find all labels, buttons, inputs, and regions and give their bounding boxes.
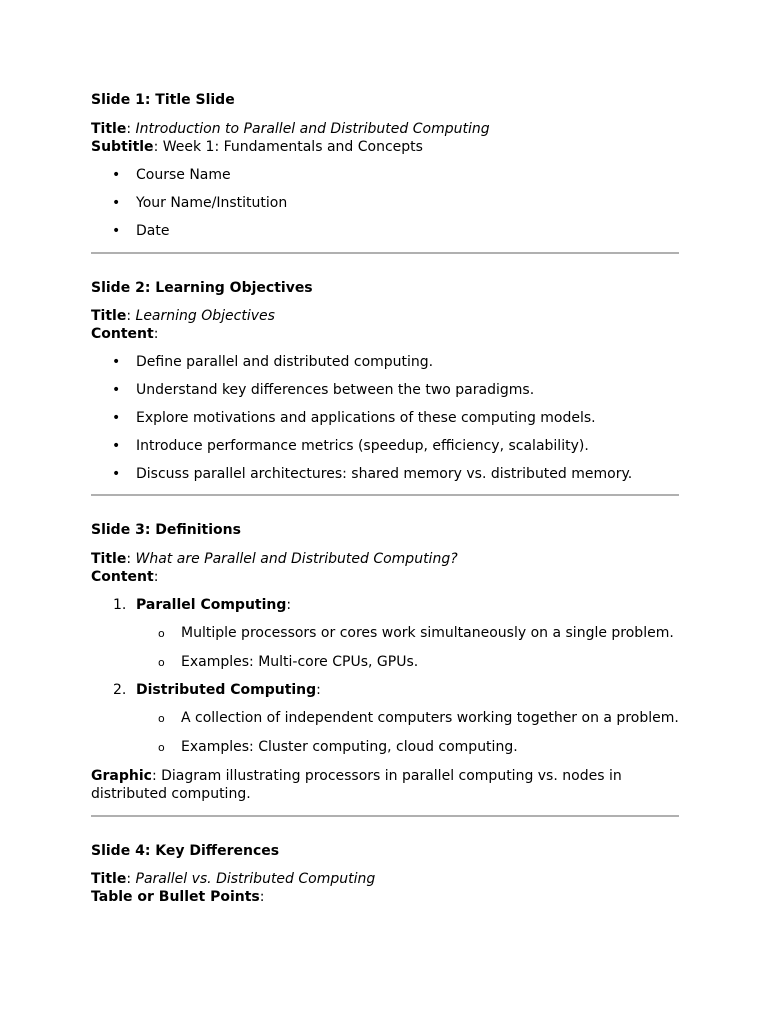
list-item (91, 596, 679, 671)
sub-list-item: o Examples: Multi-core CPUs, GPUs. (136, 653, 679, 671)
title-label: Title (91, 871, 127, 887)
list-item: • Date (91, 222, 679, 240)
slide-2-heading: Slide 2: Learning Objectives (91, 280, 313, 296)
slide-1-title: Title: Introduction to Parallel and Distributed Computing (91, 121, 490, 137)
slide-2-content-label: Content: (91, 326, 159, 342)
slide-2-title: Title: Learning Objectives (91, 308, 275, 324)
list-item: • Understand key differences between the two paradigms. (91, 381, 679, 399)
sub-list-item: o Examples: Cluster computing, cloud computing. (136, 738, 679, 756)
sub-list (136, 624, 679, 671)
slide-1-bullet-list (91, 166, 679, 240)
table-label: Table or Bullet Points (91, 889, 260, 905)
slide-3-graphic-note: Graphic: Diagram illustrating processors in parallel computing vs. nodes in distributed computing. (91, 768, 622, 802)
subtitle-value: Week 1: Fundamentals and Concepts (162, 139, 423, 155)
slide-4-table-label: Table or Bullet Points: (91, 889, 265, 905)
title-value: Introduction to Parallel and Distributed Computing (135, 121, 490, 137)
list-item-heading: Parallel Computing: (136, 597, 292, 613)
title-label: Title (91, 308, 127, 324)
slide-4-section (91, 842, 679, 906)
title-value: Parallel vs. Distributed Computing (135, 871, 376, 887)
content-label: Content (91, 569, 154, 585)
slide-3-content-label: Content: (91, 569, 159, 585)
subtitle-label: Subtitle (91, 139, 154, 155)
slide-1-section (91, 91, 679, 240)
title-value: What are Parallel and Distributed Computing? (135, 551, 458, 567)
slide-4-title: Title: Parallel vs. Distributed Computing (91, 871, 376, 887)
list-item: • Your Name/Institution (91, 194, 679, 212)
list-item-label: Parallel Computing (136, 597, 287, 613)
list-item: • Discuss parallel architectures: shared memory vs. distributed memory. (91, 465, 679, 483)
list-item (91, 681, 679, 756)
slide-3-title: Title: What are Parallel and Distributed Computing? (91, 551, 458, 567)
graphic-text: Diagram illustrating processors in parallel computing vs. nodes in distributed computing. (91, 768, 622, 802)
sub-list-item: o Multiple processors or cores work simultaneously on a single problem. (136, 624, 679, 642)
list-item: • Introduce performance metrics (speedup, efficiency, scalability). (91, 437, 679, 455)
list-item-heading: Distributed Computing: (136, 682, 321, 698)
content-label: Content (91, 326, 154, 342)
slide-3-numbered-list (91, 596, 679, 756)
list-item: • Explore motivations and applications of these computing models. (91, 409, 679, 427)
slide-1-subtitle: Subtitle: Week 1: Fundamentals and Concepts (91, 139, 423, 155)
slide-2-section (91, 279, 679, 483)
list-item: • Course Name (91, 166, 679, 184)
list-number: 2. (113, 682, 127, 698)
list-item-label: Distributed Computing (136, 682, 317, 698)
list-item: • Define parallel and distributed computing. (91, 353, 679, 371)
title-value: Learning Objectives (135, 308, 275, 324)
slide-1-heading: Slide 1: Title Slide (91, 92, 235, 108)
document-page (91, 91, 679, 906)
sub-list-item: o A collection of independent computers working together on a problem. (136, 709, 679, 727)
list-number: 1. (113, 597, 127, 613)
slide-3-heading: Slide 3: Definitions (91, 522, 241, 538)
title-label: Title (91, 551, 127, 567)
slide-2-bullet-list (91, 353, 679, 483)
sub-list (136, 709, 679, 756)
title-label: Title (91, 121, 127, 137)
graphic-label: Graphic (91, 768, 152, 784)
slide-4-heading: Slide 4: Key Differences (91, 843, 280, 859)
slide-3-section (91, 521, 679, 803)
